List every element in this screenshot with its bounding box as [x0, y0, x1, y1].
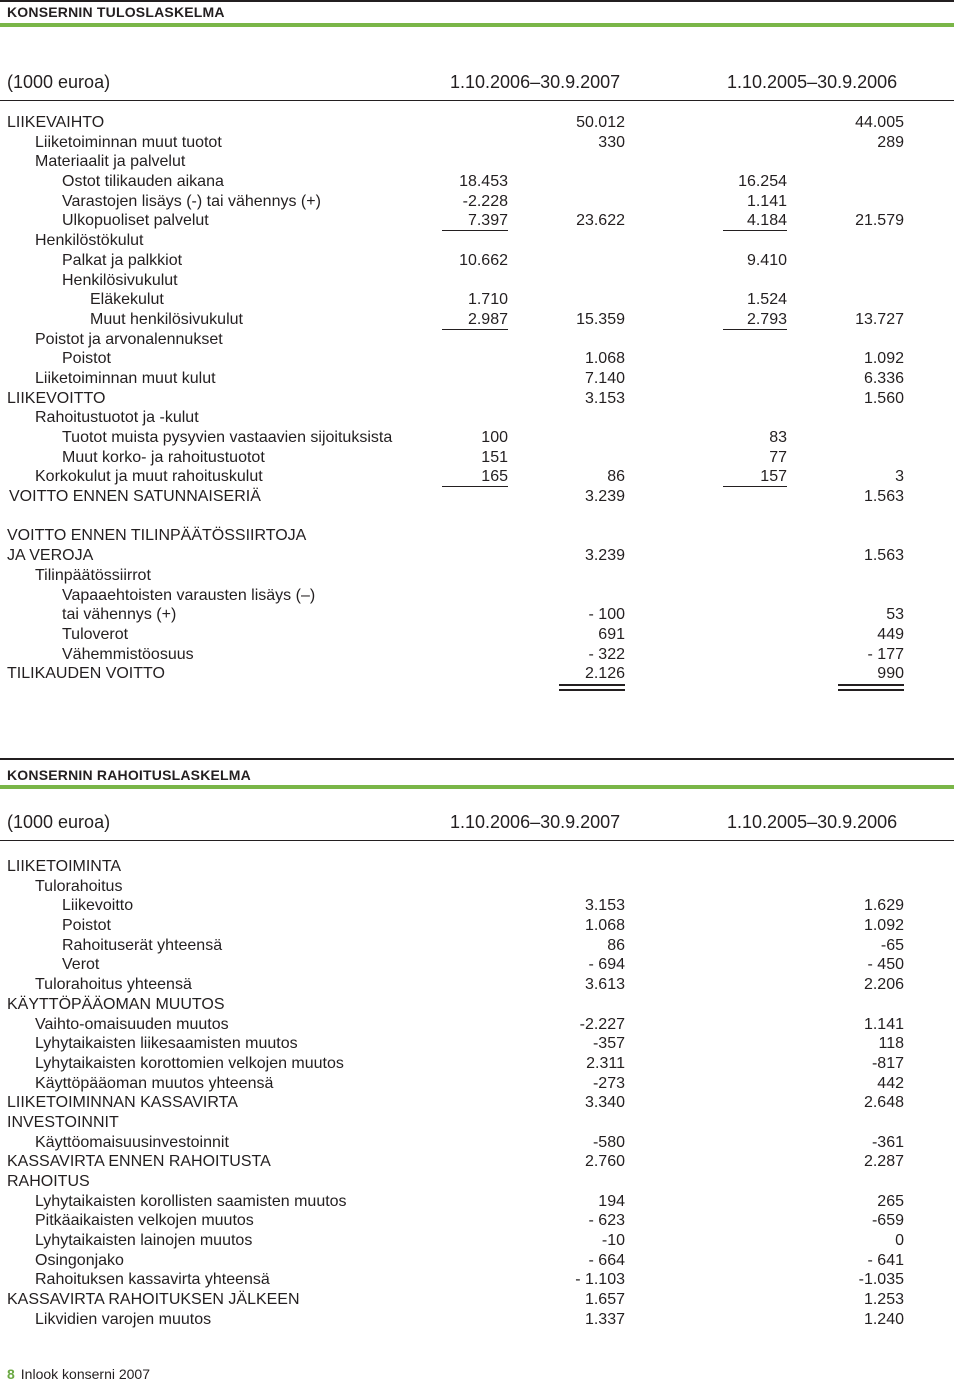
value-col-d: 2.206 — [863, 976, 904, 994]
row-label: KASSAVIRTA ENNEN RAHOITUSTA — [7, 1153, 271, 1171]
row-label: Varastojen lisäys (-) tai vähennys (+) — [62, 192, 321, 210]
value-col-a: 165 — [481, 468, 508, 486]
income-period-previous: 1.10.2005–30.9.2006 — [727, 72, 898, 92]
row-label: Vapaaehtoisten varausten lisäys (–) — [62, 586, 316, 604]
value-col-d: 449 — [877, 625, 904, 643]
row-label: Tuotot muista pysyvien vastaavien sijoituksista — [62, 429, 393, 446]
value-col-d: -361 — [871, 1133, 904, 1151]
table-row — [0, 1054, 954, 1074]
row-label: Osingonjako — [35, 1251, 124, 1269]
row-label: KÄYTTÖPÄÄOMAN MUUTOS — [7, 995, 225, 1013]
spacer-row — [0, 507, 954, 527]
value-col-d: 1.563 — [863, 547, 904, 565]
row-label: Lyhytaikaisten lainojen muutos — [35, 1232, 253, 1250]
cashflow-green-rule — [0, 785, 954, 789]
row-label: TILIKAUDEN VOITTO — [7, 665, 165, 683]
table-row — [0, 1211, 954, 1231]
value-col-b: 2.311 — [586, 1054, 625, 1072]
value-col-b: 330 — [598, 133, 625, 151]
income-statement-table — [0, 113, 954, 684]
value-col-d: -659 — [871, 1212, 904, 1230]
row-label: INVESTOINNIT — [7, 1113, 119, 1131]
value-col-b: 3.613 — [584, 976, 625, 994]
row-label: Liiketoiminnan muut tuotot — [35, 133, 222, 151]
value-col-b: - 322 — [588, 645, 625, 663]
row-label: LIIKEVOITTO — [7, 389, 106, 407]
table-row — [0, 1015, 954, 1035]
value-col-a: 100 — [481, 429, 508, 446]
table-row — [0, 605, 954, 625]
total-double-underline — [559, 684, 625, 686]
table-row — [0, 1290, 954, 1310]
row-label: tai vähennys (+) — [62, 606, 177, 624]
table-row — [0, 1270, 954, 1290]
value-col-b: 23.622 — [576, 212, 625, 230]
table-row — [0, 1113, 954, 1133]
table-row — [0, 566, 954, 586]
cashflow-period-current: 1.10.2006–30.9.2007 — [450, 812, 621, 832]
value-col-a: 18.453 — [459, 173, 508, 191]
value-col-b: - 664 — [588, 1251, 625, 1269]
cashflow-header-rule — [0, 840, 954, 841]
value-col-b: 3.153 — [584, 897, 625, 915]
value-col-c: 157 — [760, 468, 787, 486]
value-col-d: 1.560 — [863, 389, 904, 407]
value-col-d: 2.287 — [863, 1153, 904, 1171]
income-statement-title: KONSERNIN TULOSLASKELMA — [7, 4, 225, 20]
value-col-b: 194 — [598, 1192, 625, 1210]
row-label: Poistot — [62, 350, 111, 368]
row-label: Muut korko- ja rahoitustuotot — [62, 448, 265, 466]
table-row — [0, 192, 954, 212]
value-col-a: 151 — [481, 448, 508, 466]
value-col-d: 53 — [886, 606, 904, 624]
row-label: RAHOITUS — [7, 1173, 90, 1190]
value-col-b: 1.657 — [584, 1291, 625, 1309]
page-number: 8 — [7, 1366, 15, 1382]
table-row — [0, 487, 954, 507]
row-label: Korkokulut ja muut rahoituskulut — [35, 468, 263, 486]
table-row — [0, 1310, 954, 1330]
value-col-d: 1.141 — [863, 1015, 904, 1033]
value-col-b: - 623 — [588, 1212, 625, 1230]
table-row — [0, 896, 954, 916]
table-row — [0, 1152, 954, 1172]
row-label: JA VEROJA — [7, 547, 94, 565]
value-col-d: 990 — [877, 665, 904, 683]
table-row — [0, 113, 954, 133]
table-row — [0, 1192, 954, 1212]
row-label: Tulorahoitus — [35, 877, 123, 895]
table-row — [0, 369, 954, 389]
table-row — [0, 857, 954, 877]
value-col-d: 0 — [895, 1232, 904, 1250]
table-row — [0, 1231, 954, 1251]
value-col-d: 289 — [877, 133, 904, 151]
table-row — [0, 330, 954, 350]
income-period-current: 1.10.2006–30.9.2007 — [450, 72, 621, 92]
value-col-d: - 641 — [867, 1251, 904, 1269]
publication-name: Inlook konserni 2007 — [20, 1366, 150, 1382]
row-label: Lyhytaikaisten liikesaamisten muutos — [35, 1035, 298, 1053]
table-row — [0, 586, 954, 606]
value-col-d: 21.579 — [855, 212, 904, 230]
value-col-b: 3.340 — [584, 1094, 625, 1112]
table-row — [0, 211, 954, 231]
value-col-b: -273 — [592, 1074, 625, 1092]
table-row — [0, 664, 954, 684]
value-col-b: - 1.103 — [575, 1271, 625, 1289]
value-col-b: 1.068 — [584, 917, 625, 935]
table-row — [0, 271, 954, 291]
value-col-d: 13.727 — [855, 310, 904, 328]
value-col-d: 44.005 — [855, 114, 904, 131]
row-label: Lyhytaikaisten korollisten saamisten muutos — [35, 1192, 347, 1210]
value-col-b: -357 — [592, 1035, 625, 1053]
value-col-d: 2.648 — [863, 1094, 904, 1112]
cashflow-unit-label: (1000 euroa) — [7, 812, 111, 832]
value-col-d: 6.336 — [863, 369, 904, 387]
row-label: Pitkäaikaisten velkojen muutos — [35, 1212, 254, 1230]
value-col-d: 1.563 — [863, 488, 904, 506]
table-row — [0, 467, 954, 487]
value-col-d: 265 — [877, 1192, 904, 1210]
table-row — [0, 133, 954, 153]
table-row — [0, 389, 954, 409]
value-col-b: 86 — [607, 468, 625, 486]
value-col-b: - 100 — [588, 606, 625, 624]
table-row — [0, 1093, 954, 1113]
row-label: Liikevoitto — [62, 897, 134, 915]
value-col-d: - 450 — [867, 956, 904, 974]
value-col-c: 2.793 — [746, 310, 787, 328]
value-col-b: -2.227 — [579, 1015, 625, 1033]
value-col-c: 9.410 — [746, 251, 787, 269]
table-row — [0, 526, 954, 546]
table-row — [0, 448, 954, 468]
row-label: Likvidien varojen muutos — [35, 1310, 212, 1328]
value-col-b: - 694 — [588, 956, 625, 974]
table-row — [0, 1074, 954, 1094]
value-col-d: 3 — [895, 468, 904, 486]
row-label: Tilinpäätössiirrot — [35, 566, 151, 584]
cashflow-statement-table — [0, 857, 954, 1330]
value-col-a: 10.662 — [459, 251, 508, 269]
table-row — [0, 349, 954, 369]
value-col-d: 1.240 — [863, 1310, 904, 1328]
income-unit-label: (1000 euroa) — [7, 72, 111, 92]
table-row — [0, 1172, 954, 1192]
value-col-a: 1.710 — [467, 291, 508, 309]
table-row — [0, 546, 954, 566]
value-col-a: 7.397 — [467, 212, 508, 230]
row-label: Liiketoiminnan muut kulut — [35, 369, 216, 387]
table-row — [0, 877, 954, 897]
table-row — [0, 172, 954, 192]
row-label: Käyttöomaisuusinvestoinnit — [35, 1133, 229, 1151]
table-row — [0, 645, 954, 665]
value-col-d: 1.092 — [863, 917, 904, 935]
row-label: LIIKEVAIHTO — [7, 114, 105, 131]
income-header-rule — [0, 100, 954, 101]
row-label: LIIKETOIMINTA — [7, 858, 122, 875]
table-row — [0, 916, 954, 936]
value-col-b: 3.153 — [584, 389, 625, 407]
value-col-d: 1.629 — [863, 897, 904, 915]
row-label: Tuloverot — [62, 625, 129, 643]
value-col-c: 4.184 — [746, 212, 787, 230]
table-row — [0, 1133, 954, 1153]
value-col-b: 1.337 — [584, 1310, 625, 1328]
value-col-d: - 177 — [867, 645, 904, 663]
value-col-b: 3.239 — [584, 488, 625, 506]
row-label: Vaihto-omaisuuden muutos — [35, 1015, 229, 1033]
value-col-b: 691 — [598, 625, 625, 643]
row-label: Henkilöstökulut — [35, 232, 144, 250]
value-col-d: 1.253 — [863, 1291, 904, 1309]
value-col-a: 2.987 — [467, 310, 508, 328]
value-col-b: 2.126 — [584, 665, 625, 683]
table-row — [0, 955, 954, 975]
value-col-b: -580 — [592, 1133, 625, 1151]
row-label: Poistot ja arvonalennukset — [35, 330, 223, 348]
total-double-underline — [559, 689, 625, 691]
table-row — [0, 625, 954, 645]
row-label: Muut henkilösivukulut — [90, 310, 243, 328]
value-col-d: -1.035 — [858, 1271, 904, 1289]
value-col-c: 77 — [769, 448, 787, 466]
row-label: LIIKETOIMINNAN KASSAVIRTA — [7, 1094, 238, 1112]
table-row — [0, 231, 954, 251]
value-col-d: 1.092 — [863, 350, 904, 368]
row-label: VOITTO ENNEN TILINPÄÄTÖSSIIRTOJA — [7, 527, 307, 545]
table-row — [0, 428, 954, 448]
row-label: Ostot tilikauden aikana — [62, 173, 224, 191]
row-label: Rahoitustuotot ja -kulut — [35, 409, 199, 427]
value-col-b: 7.140 — [584, 369, 625, 387]
value-col-b: 86 — [607, 936, 625, 954]
value-col-b: 1.068 — [584, 350, 625, 368]
table-row — [0, 152, 954, 172]
row-label: Palkat ja palkkiot — [62, 251, 183, 269]
table-row — [0, 995, 954, 1015]
row-label: Ulkopuoliset palvelut — [62, 212, 209, 230]
row-label: Materiaalit ja palvelut — [35, 153, 186, 171]
row-label: KASSAVIRTA RAHOITUKSEN JÄLKEEN — [7, 1291, 300, 1309]
row-label: Lyhytaikaisten korottomien velkojen muutos — [35, 1054, 344, 1072]
row-label: Rahoituserät yhteensä — [62, 936, 223, 954]
row-label: Poistot — [62, 917, 111, 935]
cashflow-statement-header — [0, 758, 954, 783]
value-col-c: 83 — [769, 429, 787, 446]
row-label: Henkilösivukulut — [62, 271, 178, 289]
row-label: Tulorahoitus yhteensä — [35, 976, 192, 994]
income-column-header — [0, 72, 954, 98]
table-row — [0, 1034, 954, 1054]
row-label: Verot — [62, 956, 100, 974]
value-col-c: 16.254 — [738, 173, 787, 191]
table-row — [0, 310, 954, 330]
table-row — [0, 408, 954, 428]
income-statement-header — [0, 0, 954, 20]
row-label: Rahoituksen kassavirta yhteensä — [35, 1271, 270, 1289]
cashflow-period-previous: 1.10.2005–30.9.2006 — [727, 812, 898, 832]
value-col-d: 442 — [877, 1074, 904, 1092]
value-col-b: 2.760 — [584, 1153, 625, 1171]
row-label: Vähemmistöosuus — [62, 645, 194, 663]
table-row — [0, 290, 954, 310]
cashflow-statement-title: KONSERNIN RAHOITUSLASKELMA — [7, 767, 251, 783]
cashflow-column-header — [0, 812, 954, 838]
table-row — [0, 936, 954, 956]
value-col-b: 3.239 — [584, 547, 625, 565]
value-col-d: -65 — [880, 936, 904, 954]
row-label: Käyttöpääoman muutos yhteensä — [35, 1074, 274, 1092]
page-footer — [7, 1366, 150, 1382]
total-double-underline — [838, 689, 904, 691]
value-col-b: 50.012 — [576, 114, 625, 131]
value-col-b: 15.359 — [576, 310, 625, 328]
table-row — [0, 975, 954, 995]
table-row — [0, 1251, 954, 1271]
value-col-c: 1.141 — [746, 192, 787, 210]
row-label: VOITTO ENNEN SATUNNAISERIÄ — [9, 488, 261, 506]
total-double-underline — [838, 684, 904, 686]
value-col-a: -2.228 — [462, 192, 508, 210]
value-col-c: 1.524 — [746, 291, 787, 309]
value-col-b: -10 — [601, 1232, 625, 1250]
row-label: Eläkekulut — [90, 291, 164, 309]
table-row — [0, 251, 954, 271]
value-col-d: 118 — [878, 1035, 904, 1053]
income-green-rule — [0, 23, 954, 27]
value-col-d: -817 — [871, 1054, 904, 1072]
